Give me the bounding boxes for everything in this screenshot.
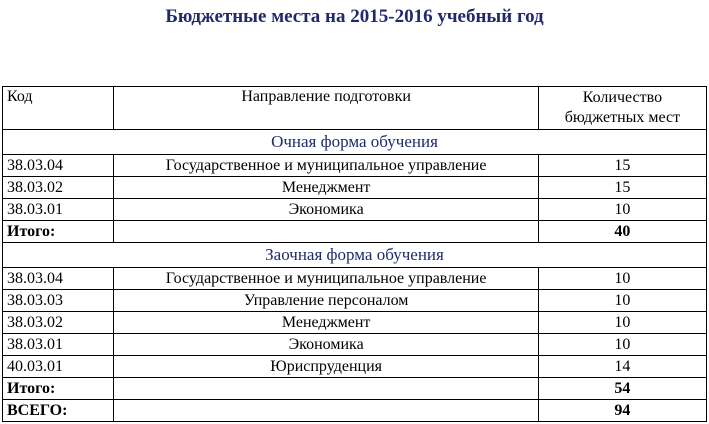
- row-count: 10: [538, 290, 706, 312]
- row-direction: Менеджмент: [114, 177, 538, 199]
- grand-total-label: ВСЕГО:: [3, 400, 114, 422]
- subtotal-label: Итого:: [3, 378, 114, 400]
- section-row: [3, 130, 707, 155]
- row-direction: Государственное и муниципальное управление: [114, 268, 538, 290]
- row-count: 14: [538, 356, 706, 378]
- header-count-line1: Количество: [582, 89, 663, 106]
- row-code: 38.03.02: [3, 177, 114, 199]
- section-title: Очная форма обучения: [3, 130, 707, 155]
- page-title: Бюджетные места на 2015-2016 учебный год: [165, 6, 544, 27]
- row-count: 15: [538, 177, 706, 199]
- header-count: [538, 87, 706, 130]
- row-direction: Экономика: [114, 199, 538, 221]
- grand-total-row: [3, 400, 707, 422]
- row-code: 38.03.01: [3, 199, 114, 221]
- grand-total-empty: [114, 400, 538, 422]
- table-header-row: [3, 87, 707, 130]
- header-direction: Направление подготовки: [114, 87, 538, 130]
- header-count-line2: бюджетных мест: [564, 109, 681, 126]
- budget-places-table: [2, 86, 707, 422]
- table-row: [3, 177, 707, 199]
- row-code: 38.03.04: [3, 155, 114, 177]
- row-direction: Экономика: [114, 334, 538, 356]
- row-direction: Государственное и муниципальное управление: [114, 155, 538, 177]
- table-row: [3, 356, 707, 378]
- grand-total-value: 94: [538, 400, 706, 422]
- row-code: 40.03.01: [3, 356, 114, 378]
- table-row: [3, 268, 707, 290]
- subtotal-value: 40: [538, 221, 706, 243]
- header-code: Код: [3, 87, 114, 130]
- row-code: 38.03.01: [3, 334, 114, 356]
- subtotal-label: Итого:: [3, 221, 114, 243]
- subtotal-empty: [114, 378, 538, 400]
- table-row: [3, 312, 707, 334]
- table-row: [3, 155, 707, 177]
- row-count: 10: [538, 268, 706, 290]
- subtotal-value: 54: [538, 378, 706, 400]
- row-direction: Менеджмент: [114, 312, 538, 334]
- row-direction: Управление персоналом: [114, 290, 538, 312]
- section-title: Заочная форма обучения: [3, 243, 707, 268]
- row-count: 10: [538, 334, 706, 356]
- row-count: 10: [538, 312, 706, 334]
- subtotal-row: [3, 221, 707, 243]
- row-code: 38.03.04: [3, 268, 114, 290]
- subtotal-empty: [114, 221, 538, 243]
- section-row: [3, 243, 707, 268]
- row-count: 10: [538, 199, 706, 221]
- row-direction: Юриспруденция: [114, 356, 538, 378]
- table-row: [3, 290, 707, 312]
- table-row: [3, 334, 707, 356]
- table-row: [3, 199, 707, 221]
- row-code: 38.03.02: [3, 312, 114, 334]
- row-code: 38.03.03: [3, 290, 114, 312]
- row-count: 15: [538, 155, 706, 177]
- subtotal-row: [3, 378, 707, 400]
